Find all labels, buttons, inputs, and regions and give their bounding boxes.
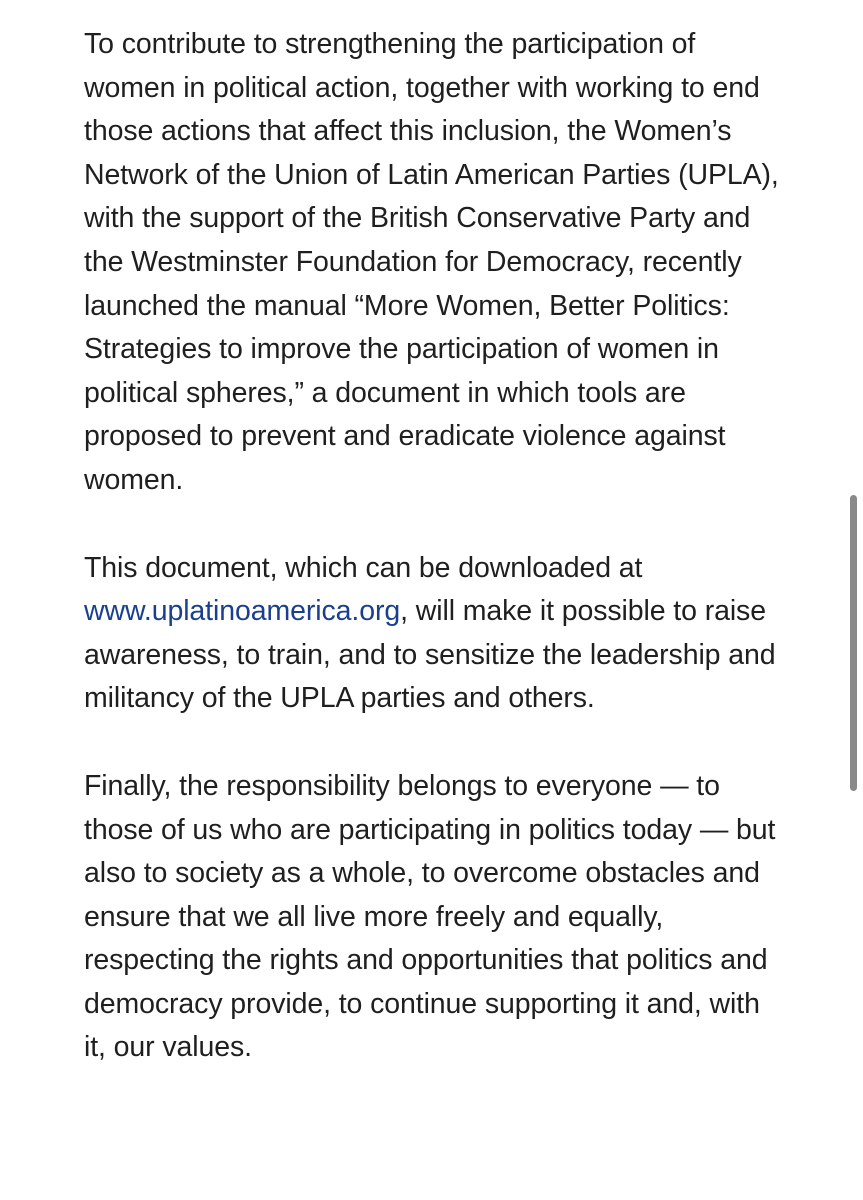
article-paragraph-2	[84, 547, 784, 721]
article-body	[84, 23, 784, 1114]
paragraph-2-text-end: , will make it possible to raise awareness, to train, and to sensitize the leadership and militancy of the UPLA parties and others.	[84, 595, 776, 715]
article-paragraph-3: Finally, the responsibility belongs to everyone — to those of us who are participating in politics today — but also to society as a whole, to overcome obstacles and ensure that we all live more freely and equally, respecting the rights and opportunities that politics and democracy provide, to continue supporting it and, with it, our values.	[84, 769, 776, 1064]
vertical-scrollbar[interactable]	[850, 495, 857, 791]
uplatinoamerica-link[interactable]: www.uplatinoamerica.org	[84, 595, 401, 628]
article-paragraph-1: To contribute to strengthening the participation of women in political action, together with working to end those actions that affect this inclusion, the Women’s Network of the Union of Latin American Parties (UPLA), with the support of the British Conservative Party and the Westminster Foundation for Democracy, recently launched the manual “More Women, Better Politics: Strategies to improve the participation of women in political spheres,” a document in which tools are proposed to prevent and eradicate violence against women.	[84, 28, 779, 496]
paragraph-2-text-start: This document, which can be downloaded at	[84, 551, 643, 584]
